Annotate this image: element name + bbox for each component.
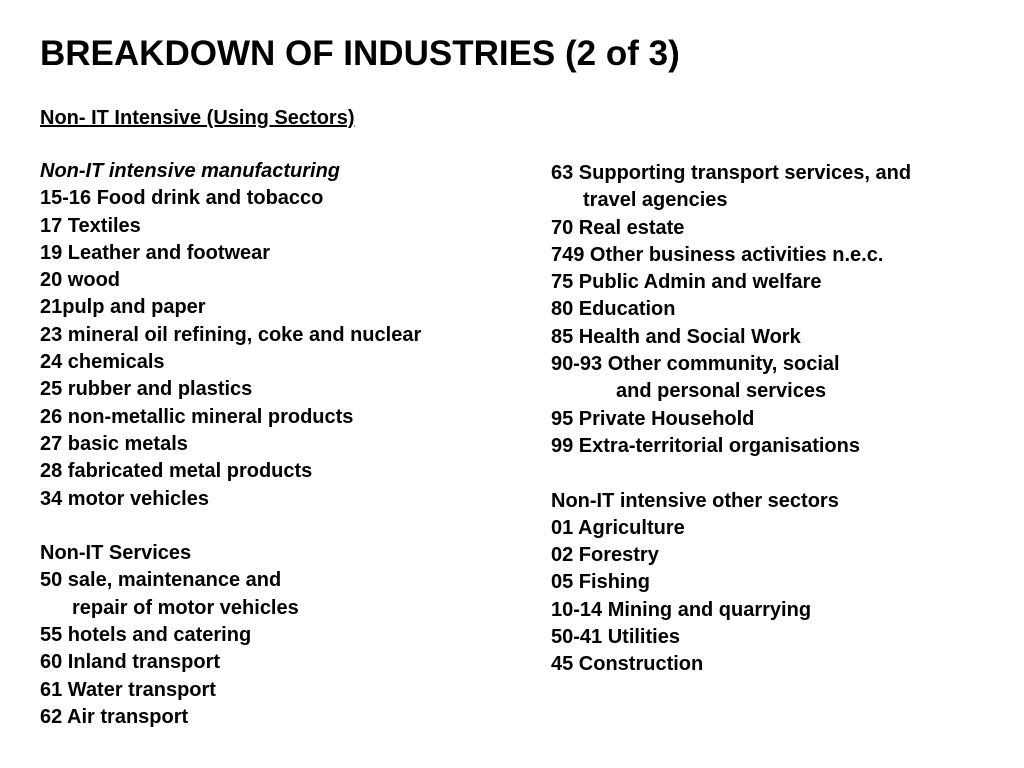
list-item: 70 Real estate <box>551 216 685 239</box>
list-item: 25 rubber and plastics <box>40 378 253 401</box>
list-item: 28 fabricated metal products <box>40 460 313 483</box>
list-item: 62 Air transport <box>40 705 189 728</box>
slide-subtitle: Non- IT Intensive (Using Sectors) <box>40 107 355 129</box>
list-item: 80 Education <box>551 298 676 321</box>
list-item: 01 Agriculture <box>551 516 685 539</box>
list-item: 60 Inland transport <box>40 651 221 674</box>
list-item: 20 wood <box>40 269 121 292</box>
list-item: 63 Supporting transport services, and <box>551 162 912 184</box>
spacer <box>40 513 520 540</box>
list-item: 90-93 Other community, social <box>551 353 840 376</box>
list-item: 15-16 Food drink and tobacco <box>40 187 324 210</box>
list-item: 85 Health and Social Work <box>551 325 801 348</box>
list-item: 50-41 Utilities <box>551 626 680 649</box>
list-item: 19 Leather and footwear <box>40 241 271 264</box>
list-item: 50 sale, maintenance and <box>40 569 282 592</box>
list-item-continuation: and personal services <box>616 380 827 403</box>
list-item: 749 Other business activities n.e.c. <box>551 243 884 266</box>
list-item: 24 chemicals <box>40 351 165 374</box>
list-item: 61 Water transport <box>40 678 216 701</box>
list-item: 26 non-metallic mineral products <box>40 405 354 428</box>
list-item: 02 Forestry <box>551 544 659 567</box>
left-column <box>40 158 520 731</box>
list-item: 34 motor vehicles <box>40 487 209 510</box>
list-item: 17 Textiles <box>40 214 141 237</box>
list-item: 75 Public Admin and welfare <box>551 271 822 294</box>
list-item: 27 basic metals <box>40 432 188 455</box>
list-item: 21pulp and paper <box>40 296 206 319</box>
list-item: 23 mineral oil refining, coke and nuclear <box>40 323 422 346</box>
list-item: 10-14 Mining and quarrying <box>551 598 812 621</box>
list-item-continuation: repair of motor vehicles <box>72 596 299 619</box>
spacer <box>551 460 1021 487</box>
list-item-continuation: travel agencies <box>583 189 728 212</box>
slide-title: BREAKDOWN OF INDUSTRIES (2 of 3) <box>40 34 680 73</box>
list-item: 45 Construction <box>551 653 704 676</box>
other-sectors-heading: Non-IT intensive other sectors <box>551 489 839 512</box>
list-item: 55 hotels and catering <box>40 624 252 647</box>
services-heading: Non-IT Services <box>40 542 192 565</box>
right-column <box>551 160 1021 679</box>
list-item: 99 Extra-territorial organisations <box>551 434 860 457</box>
manufacturing-heading: Non-IT intensive manufacturing <box>40 160 341 182</box>
list-item: 05 Fishing <box>551 571 650 594</box>
list-item: 95 Private Household <box>551 407 755 430</box>
